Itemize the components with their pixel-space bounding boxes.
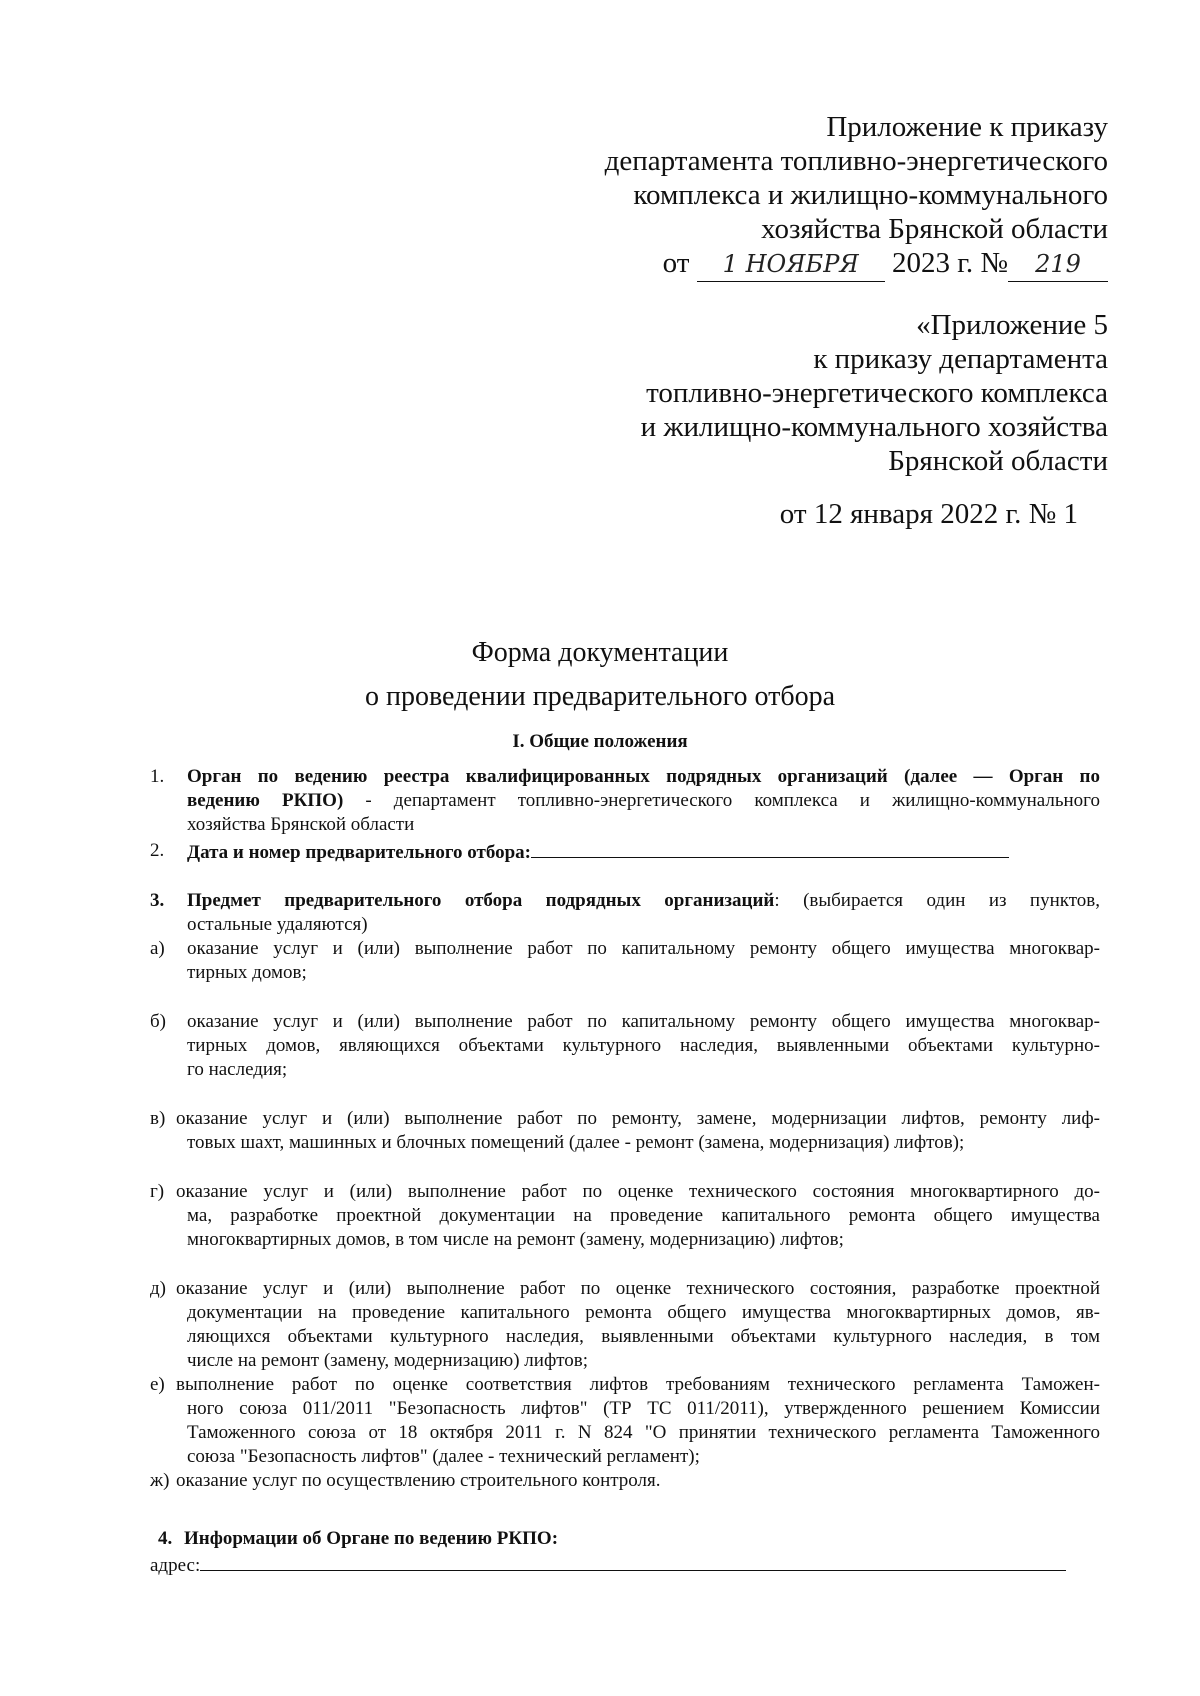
order-date-line xyxy=(548,246,1108,282)
item-number: 1. xyxy=(150,766,165,787)
option-mark: е) xyxy=(150,1374,165,1395)
order-appendix-header xyxy=(548,110,1108,282)
appendix5-header xyxy=(548,308,1108,478)
option-line: тирных домов, являющихся объектами культурного наследия, выявленными объектами культурно- xyxy=(187,1035,1100,1056)
handwritten-number: 219 xyxy=(1008,247,1108,282)
header-line: департамента топливно-энергетического xyxy=(604,145,1108,177)
option-line: го наследия; xyxy=(187,1059,288,1080)
authority-info-label: Информации об Органе по ведению РКПО: xyxy=(184,1528,559,1549)
item1-bold-line1: Орган по ведению реестра квалифицированных подрядных организаций (далее — Орган по xyxy=(187,766,1100,787)
option-line: оказание услуг и (или) выполнение работ по ремонту, замене, модернизации лифтов, ремонту лиф- xyxy=(176,1108,1100,1129)
option-mark: б) xyxy=(150,1011,166,1032)
item1-line3: хозяйства Брянской области xyxy=(187,814,415,835)
option-line: многоквартирных домов, в том числе на ремонт (замену, модернизацию) лифтов; xyxy=(187,1229,844,1250)
selection-date-field[interactable] xyxy=(531,839,1009,858)
option-line: оказание услуг и (или) выполнение работ по оценке технического состояния многоквартирного до- xyxy=(176,1181,1100,1202)
option-line: союза "Безопасность лифтов" (далее - технический регламент); xyxy=(187,1446,700,1467)
address-field[interactable] xyxy=(200,1552,1066,1571)
header2-line: «Приложение 5 xyxy=(916,309,1108,341)
order-year: 2023 г. № xyxy=(891,247,1008,279)
option-line: оказание услуг и (или) выполнение работ по капитальному ремонту общего имущества многоквар- xyxy=(187,1011,1100,1032)
option-mark: в) xyxy=(150,1108,166,1129)
option-mark: а) xyxy=(150,938,165,959)
date-prefix: от xyxy=(662,247,690,279)
document-title: Форма документации xyxy=(471,637,729,668)
selection-date-label: Дата и номер предварительного отбора: xyxy=(187,842,532,863)
option-line: числе на ремонт (замену, модернизацию) лифтов; xyxy=(187,1350,589,1371)
item-number: 2. xyxy=(150,840,165,861)
item-number: 4. xyxy=(158,1528,173,1549)
option-line: оказание услуг по осуществлению строительного контроля. xyxy=(176,1470,661,1491)
document-subtitle: о проведении предварительного отбора xyxy=(365,681,835,712)
address-row xyxy=(150,1552,1070,1578)
option-line: оказание услуг и (или) выполнение работ по оценке технического состояния, разработке проектной xyxy=(176,1278,1100,1299)
option-line: выполнение работ по оценке соответствия лифтов требованиям технического регламента Таможен- xyxy=(176,1374,1100,1395)
option-line: оказание услуг и (или) выполнение работ по капитальному ремонту общего имущества многоквар- xyxy=(187,938,1100,959)
section-heading: I. Общие положения xyxy=(512,731,688,752)
header2-line: к приказу департамента xyxy=(813,343,1108,375)
appendix5-date: от 12 января 2022 г. № 1 xyxy=(779,498,1078,530)
option-mark: д) xyxy=(150,1278,166,1299)
option-line: Таможенного союза от 18 октября 2011 г. N 824 "О принятии технического регламента Таможенного xyxy=(187,1422,1100,1443)
option-line: ляющихся объектами культурного наследия, выявленными объектами культурного наследия, в том xyxy=(187,1326,1100,1347)
option-mark: г) xyxy=(150,1181,165,1202)
item-number: 3. xyxy=(150,890,165,911)
item1-rest-line2: - департамент топливно-энергетического комплекса и жилищно-коммунального xyxy=(343,790,1100,811)
option-line: ма, разработке проектной документации на проведение капитального ремонта общего имущества xyxy=(187,1205,1100,1226)
header2-line: топливно-энергетического комплекса xyxy=(646,377,1108,409)
address-label: адрес: xyxy=(150,1555,201,1576)
handwritten-date: 1 НОЯБРЯ xyxy=(697,247,885,282)
item3-rest: : (выбирается один из пунктов, xyxy=(774,890,1100,911)
option-line: товых шахт, машинных и блочных помещений (далее - ремонт (замена, модернизация) лифтов); xyxy=(187,1132,965,1153)
header-line: хозяйства Брянской области xyxy=(761,213,1108,245)
item1-bold-line2: ведению РКПО) xyxy=(187,790,344,811)
item3-bold: Предмет предварительного отбора подрядных организаций xyxy=(187,890,775,911)
option-mark: ж) xyxy=(150,1470,170,1491)
header-line: Приложение к приказу xyxy=(826,111,1108,143)
option-line: тирных домов; xyxy=(187,962,307,983)
header-line: комплекса и жилищно-коммунального xyxy=(633,179,1108,211)
header2-line: и жилищно-коммунального хозяйства xyxy=(640,411,1108,443)
option-line: ного союза 011/2011 "Безопасность лифтов" (ТР ТС 011/2011), утвержденного решением Комиссии xyxy=(187,1398,1100,1419)
header2-line: Брянской области xyxy=(888,445,1108,477)
option-line: документации на проведение капитального ремонта общего имущества многоквартирных домов, яв- xyxy=(187,1302,1100,1323)
item3-line2: остальные удаляются) xyxy=(187,914,368,935)
